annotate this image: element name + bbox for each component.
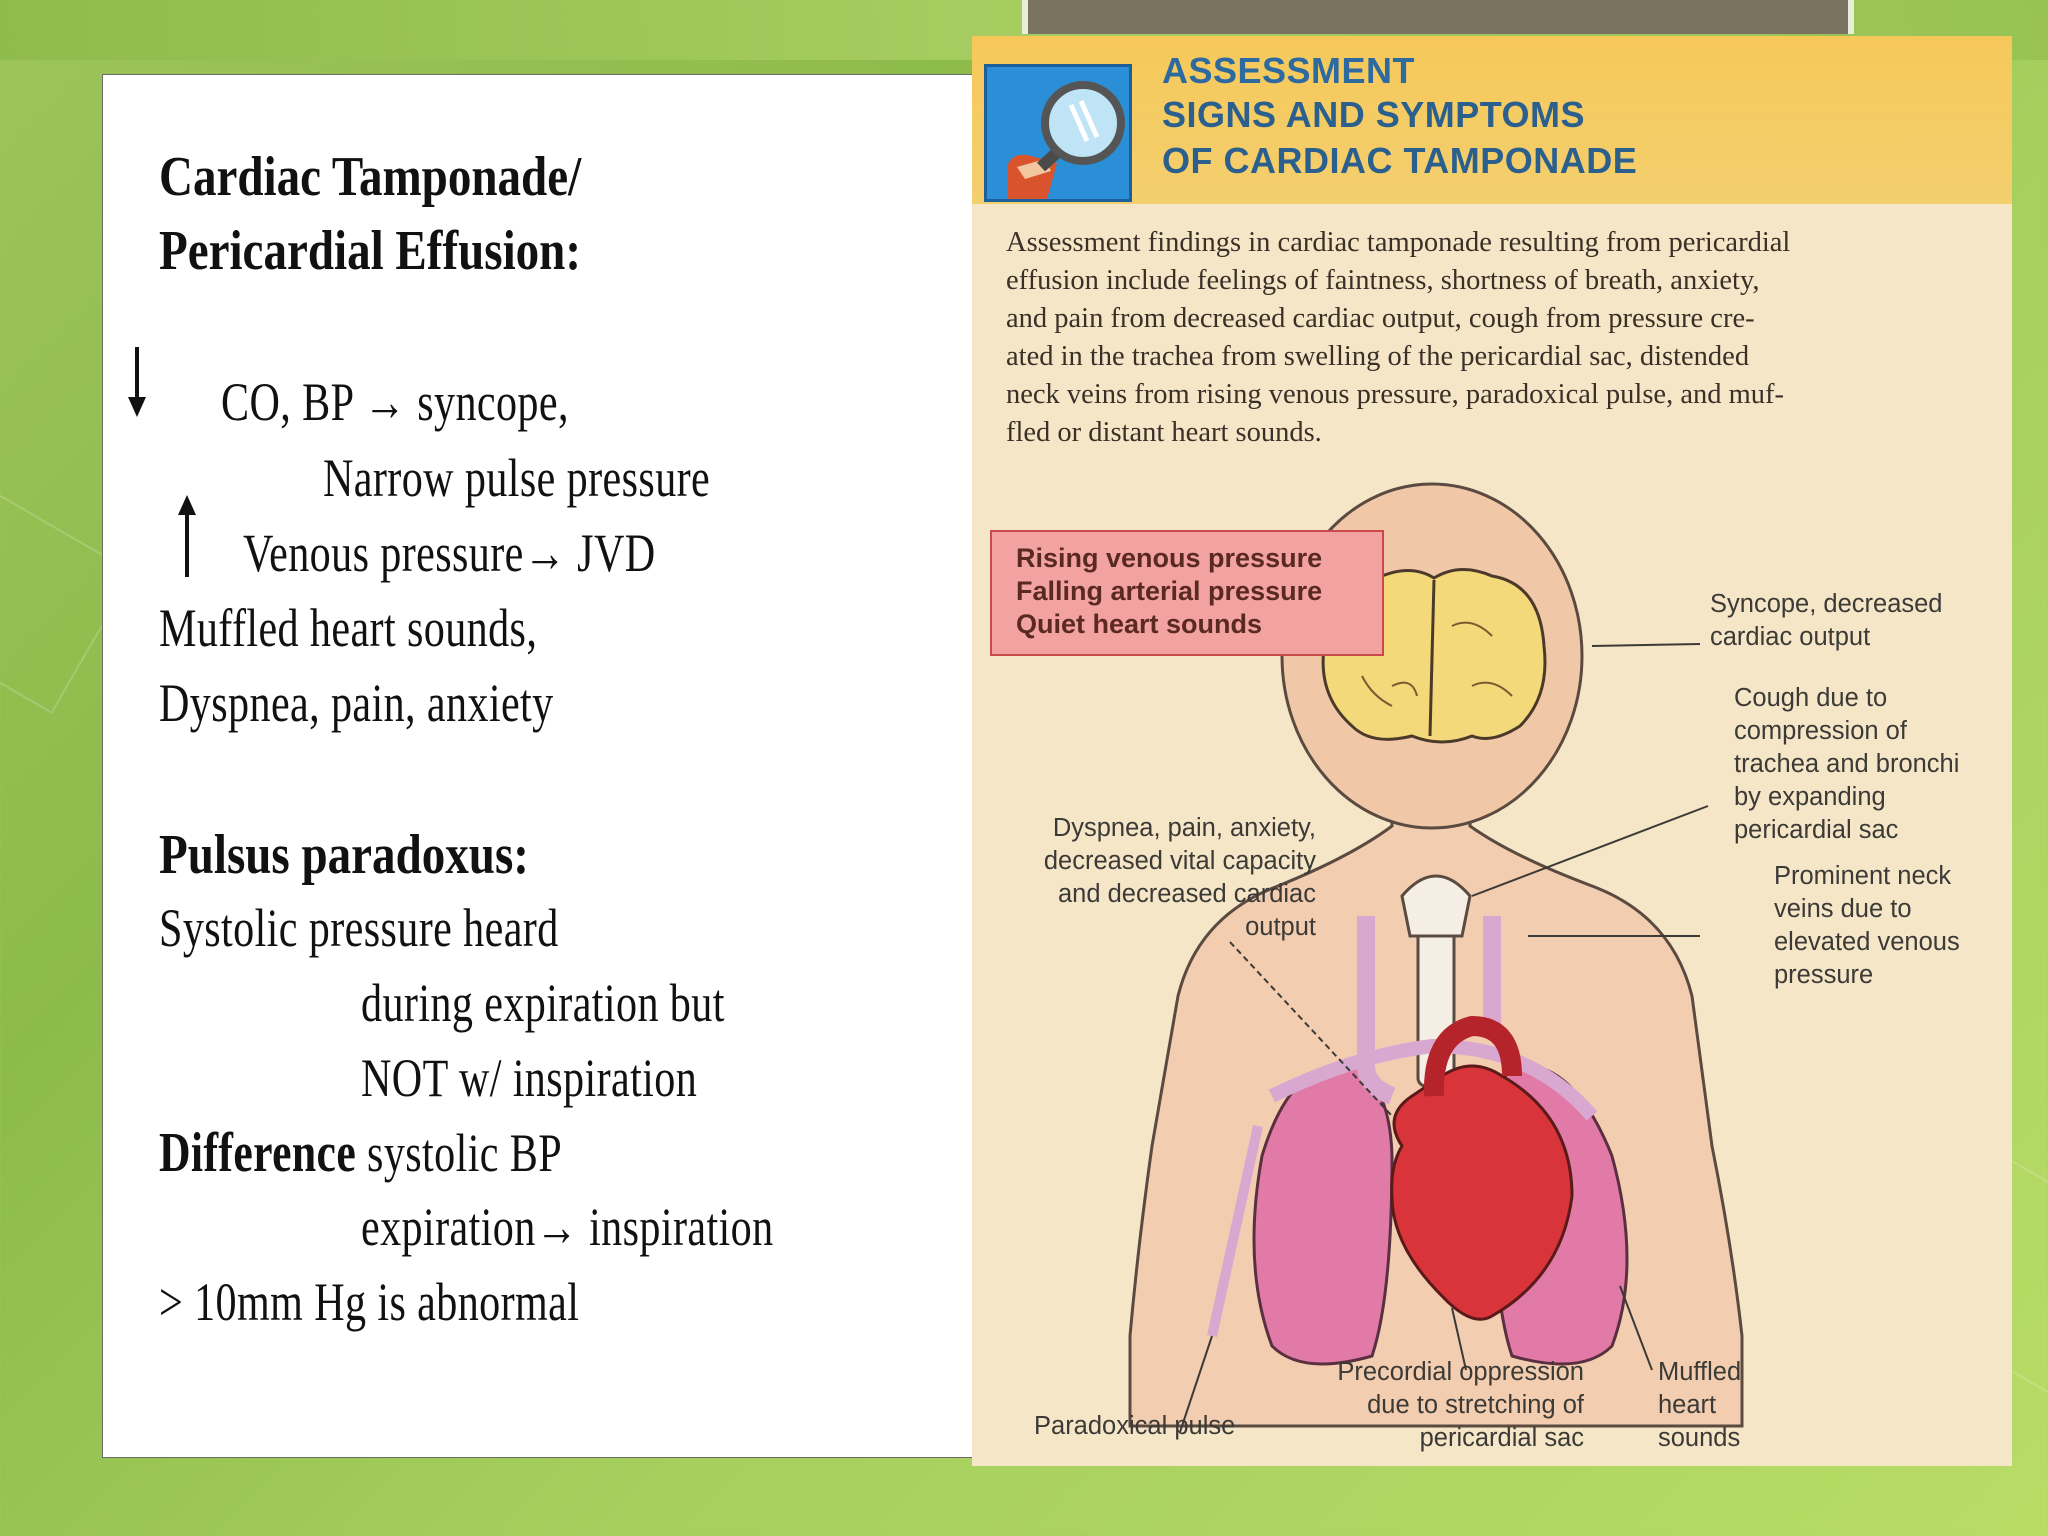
label-line: veins due to (1774, 895, 1912, 923)
heading-line-2: Pericardial Effusion: (159, 220, 582, 282)
red-box-line: Rising venous pressure (1016, 543, 1323, 573)
paragraph-line: Assessment findings in cardiac tamponade resulting from pericardial (1006, 227, 1791, 258)
label-precordial (1262, 1356, 1584, 1455)
muffled-line: Muffled heart sounds, (159, 598, 538, 658)
label-line: cardiac output (1710, 623, 1871, 651)
label-line: compression of (1734, 717, 1907, 745)
difference-bold: Difference (159, 1122, 357, 1184)
notes-card (102, 74, 1002, 1458)
paragraph-line: ated in the trachea from swelling of the pericardial sac, distended (1006, 341, 1750, 372)
label-syncope (1710, 588, 1943, 654)
narrow-pulse-line: Narrow pulse pressure (323, 448, 711, 508)
label-line: by expanding (1734, 783, 1886, 811)
label-dyspnea (996, 812, 1316, 944)
difference-line (159, 1121, 562, 1185)
label-line: output (1245, 913, 1316, 941)
label-line: and decreased cardiac (1057, 880, 1316, 908)
not-inspiration-line: NOT w/ inspiration (361, 1048, 698, 1108)
label-line: pressure (1774, 961, 1874, 989)
paragraph-line: and pain from decreased cardiac output, cough from pressure cre- (1006, 303, 1755, 334)
label-line: decreased vital capacity (1043, 847, 1316, 875)
label-line: pericardial sac (1734, 816, 1899, 844)
label-line: Dyspnea, pain, anxiety, (1052, 814, 1316, 842)
assessment-figure (972, 36, 2012, 1466)
label-line: Syncope, decreased (1710, 590, 1943, 618)
paragraph-line: fled or distant heart sounds. (1006, 417, 1322, 448)
figure-title-line-3: OF CARDIAC TAMPONADE (1162, 140, 1638, 181)
pulsus-heading: Pulsus paradoxus: (159, 824, 529, 886)
label-neck-veins (1774, 860, 1960, 992)
paragraph-line: effusion include feelings of faintness, shortness of breath, anxiety, (1006, 265, 1760, 296)
label-line: heart (1658, 1391, 1717, 1419)
label-line: trachea and bronchi (1734, 750, 1960, 778)
label-line: Cough due to (1734, 684, 1888, 712)
up-arrow-icon (175, 495, 199, 577)
label-muffled-heart-sounds (1658, 1356, 1741, 1455)
red-box-line: Falling arterial pressure (1016, 576, 1323, 606)
venous-line: Venous pressure→ JVD (243, 523, 656, 583)
label-line: Prominent neck (1774, 862, 1952, 890)
label-line: Precordial oppression (1337, 1358, 1584, 1386)
figure-title-assessment: ASSESSMENT (1162, 50, 1416, 91)
expiration-line: expiration→ inspiration (361, 1197, 774, 1257)
background-grey-strip (1022, 0, 1854, 34)
during-line: during expiration but (361, 973, 725, 1033)
label-line: sounds (1658, 1424, 1741, 1452)
figure-title-line-2: SIGNS AND SYMPTOMS (1162, 94, 1586, 135)
paragraph-line: neck veins from rising venous pressure, paradoxical pulse, and muf- (1006, 379, 1784, 410)
label-line: elevated venous (1774, 928, 1960, 956)
heading-line-1: Cardiac Tamponade/ (159, 146, 582, 208)
systolic-line: Systolic pressure heard (159, 898, 559, 958)
label-line: Muffled (1658, 1358, 1742, 1386)
label-paradoxical-pulse: Paradoxical pulse (1034, 1412, 1236, 1440)
label-line: pericardial sac (1419, 1424, 1584, 1452)
down-arrow-icon (125, 347, 149, 419)
label-line: due to stretching of (1367, 1391, 1584, 1419)
co-bp-line: CO, BP → syncope, (221, 372, 569, 432)
difference-rest: systolic BP (356, 1123, 563, 1183)
abnormal-line: > 10mm Hg is abnormal (159, 1272, 580, 1332)
red-summary-box (990, 530, 1384, 656)
dyspnea-line: Dyspnea, pain, anxiety (159, 673, 554, 733)
label-cough (1734, 682, 1959, 847)
red-box-line: Quiet heart sounds (1016, 609, 1263, 639)
